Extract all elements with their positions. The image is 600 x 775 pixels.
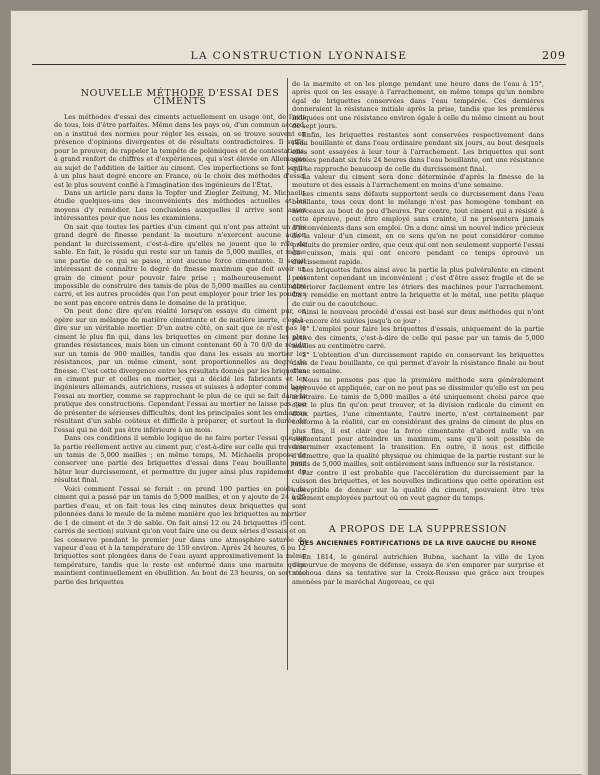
paragraph: 2° L'obtention d'un durcissement rapide en conservant les briquettes dans de l'eau bouillante, ce qui permet d'avoir la résistance finale au bout d'une semaine. xyxy=(292,350,544,376)
paragraph: Voici comment l'essai se ferait : on prend 100 parties en poids du ciment qui a passé par un tamis de 5,000 mailles, et on y ajoute de 24 à 25 parties d'eau, et on fait tous les cinq minutes deux briquettes qui sont pilonnées dans le moule de la même manière que les briquettes au mortier de 1 de ciment et de 3 de sable. On fait ainsi 12 ou 24 briquettes (5 cent. carrés de section) suivant qu'on veut faire une ou deux séries d'essais et on les conserve pendant le premier jour dans une atmosphère saturée de vapeur d'eau et à la température de 150 environ. Après 24 heures, 6 ou 12 briquettes sont plongées dans de l'eau ayant approximativement la même température, tandis que le reste est enfermé dans une marmite qu'on maintient continuellement en ébullition. Au bout de 23 heures, on sort une partie des briquettes xyxy=(54,484,306,586)
paragraph: Ainsi le nouveau procédé d'essai est basé sur deux méthodes qui n'ont pas encore été suivies jusqu'à ce jour : xyxy=(292,308,544,325)
page xyxy=(10,10,588,775)
paragraph: La valeur du ciment sera donc déterminée d'après la finesse de la mouture et des essais à l'arrachement en moins d'une semaine. xyxy=(292,172,544,190)
article-title: NOUVELLE MÉTHODE D'ESSAI DES CIMENTS xyxy=(80,88,280,108)
paragraph: de la marmite et on les plonge pendant une heure dans de l'eau à 15°, après quoi on les essaye à l'arrachement, en même temps qu'un nombre égal de briquettes conservées dans l'eau tempérée. Ces dernières donneraient la résistance initiale après la prise, tandis que les premières indiquées ont une résistance environ égale à celle du même ciment au bout de sept jours. xyxy=(292,80,544,131)
paragraph: Les ciments sans défauts supportent seuls ce durcissement dans l'eau bouillante, tous ceux dont le mélange n'est pas homogène tombant en morceaux au bout de peu d'heures. Par contre, tout ciment qui a résisté à cette épreuve, peut être employé sans crainte, il ne présentera jamais d'inconvénients dans son emploi. On a donc ainsi un nouvel indice précieux de la valeur d'un ciment, en ce sens qu'on ne peut considérer comme produits de premier ordre, que ceux qui ont non seulement supporté l'essai de cuisson, mais qui ont encore pendant ce temps éprouvé un durcissement rapide. xyxy=(292,189,544,266)
paragraph: En 1814, le général autrichien Bubna, sachant la ville de Lyon dépourvue de moyens de défense, essaya de s'en emparer par surprise et n'échoua dans sa tentative sur la Croix-Rousse que grâce aux troupes amenées par le maréchal Augereau, ce qui xyxy=(292,552,544,586)
section-separator xyxy=(398,509,438,510)
paragraph: Dans un article paru dans la Topfer und Ziegler Zeitung, M. Michaelis étudie quelques-uns des inconvénients des méthodes actuelles et les moyens d'y remédier. Les conclusions auxquelles il arrive sont assez intéressantes pour que nous les examinions. xyxy=(54,188,306,223)
paragraph: Par contre il est probable que l'accélération du durcissement par la cuisson des briquettes, et les nouvelles indications que cette opération est susceptible de donner sur la qualité du ciment, pouvaient être très utilement employées partout où on veut gagner du temps. xyxy=(292,468,544,503)
section-title: A PROPOS DE LA SUPPRESSION xyxy=(328,523,508,535)
paragraph: Dans ces conditions il semble logique de ne faire porter l'essai que sur la partie réellement active au ciment pur, c'est-à-dire sur celle qui traverse un tamis de 5,000 mailles ; en même temps, M. Michaelis propose de conserver une partie des briquettes d'essai dans l'eau bouillante pour hâter leur durcissement, et permettre du juger ainsi plus rapidement du résultat final. xyxy=(54,434,306,485)
running-header xyxy=(32,50,566,65)
page-edge-shadow xyxy=(582,10,588,775)
paragraph: 1° L'emploi pour faire les briquettes d'essais, uniquement de la partie active des ciments, c'est-à-dire de celle qui passe par un tamis de 5,000 mailles au centimètre carré. xyxy=(292,325,544,351)
paragraph: On peut donc dire qu'en réalité lorsqu'on essaye du ciment pur, on opère sur un mélange de matière cimentante et de matière inerte, c'est-à-dire sur un véritable mortier. D'un autre côté, on sait que ce n'est pas le ciment le plus fin qui, dans les briquettes en ciment pur donne les plus grandes résistances, mais bien un ciment contenant 60 à 70 0/0 de résidu sur un tamis de 900 mailles, tandis que dans les essais au mortier les résistances, par un même ciment, sont proportionnelles au degré de finesse. C'est cette divergence entre les résultats donnés par les briquettes en ciment pur et celles en mortier, qui a décidé les fabricants et les ingénieurs allemands, autrichiens, russes et suisses à adopter comme base l'essai au mortier, comme se rapprochant le plus de ce qui se fait dans la pratique des constructions. Cependant l'essai au mortier ne laisse pas que de présenter de sérieuses difficultés, dont les principales sont les embarras résultant d'un sable coûteux et difficile à préparer, et surtout la durée de l'essai qui ne doit pas être inférieure à un mois. xyxy=(54,307,306,434)
right-column xyxy=(292,80,544,586)
paragraph: Enfin, les briquettes restantes sont conservées respectivement dans l'eau bouillante et dans l'eau ordinaire pendant six jours, au bout desquels elles sont essayées à leur tour à l'arrachement. Les briquettes qui sont restées pendant six fois 24 heures dans l'eau bouillante, ont une résistance qui se rapproche beaucoup de celle du durcissement final. xyxy=(292,130,544,173)
page-number: 209 xyxy=(542,49,566,62)
paragraph: Nous ne pensons pas que la première méthode sera généralement approuvée et appliquée, car on ne peut pas se dissimuler qu'elle est un peu arbitraire. Le tamis de 5,000 mailles a été uniquement choisi parce que c'est le plus fin qu'on peut trouver, et la division radicale du ciment en deux parties, l'une cimentante, l'autre inerte, n'est certainement par conforme à la réalité, car en considérant des grains de ciment de plus en plus fins, il est clair que la force cimentante d'abord nulle va en augmentant pour atteindre un maximum, sans qu'il soit possible de déterminer exactement la transition. En outre, il nous est difficile d'admettre, que la qualité physique ou chimique de la partie restant sur le tamis de 5,000 mailles, soit entièrement sans influence sur la résistance. xyxy=(292,375,544,469)
left-column xyxy=(54,80,306,586)
section-subtitle: DES ANCIENNES FORTIFICATIONS DE LA RIVE GAUCHE DU RHONE xyxy=(299,540,537,548)
paragraph: Les briquettes faites ainsi avec la partie la plus pulvérulente en ciment présentent cependant un inconvénient ; c'est d'être assez fragile et de se détériorer facilement entre les étriers des machines pour l'arrachement. On y remédie en mettant entre la briquette et le métal, une petite plaque de cuir ou de caoutchouc. xyxy=(292,265,544,308)
paragraph: On sait que toutes les parties d'un ciment qui n'ont pas atteint un très grand degré de finesse pendant la mouture n'exercent aucune action pendant le durcissement, c'est-à-dire qu'elles ne jouent que le rôle de sable. En fait, le résidu qui reste sur un tamis de 5,000 mailles, et même une partie de ce qui se passe, n'ont aucune force cimentante. Il serait intéressant de connaître le degré de finesse maximum que doit avoir un grain de ciment pour pouvoir faire prise ; malheureusement il est impossible de construire des tamis de plus de 5,000 mailles au centimètre carré, et les autres procédés que l'on peut employer pour trier les poudres ne sont pas encore entrés dans le domaine de la pratique. xyxy=(54,222,306,307)
running-title: LA CONSTRUCTION LYONNAISE xyxy=(190,50,408,62)
paragraph: Les méthodes d'essai des ciments actuellement en usage ont, de l'avis de tous, lois d'être parfaites. Même dans les pays où, d'un commun accord, on a institué des normes pour régler les essais, on se trouve souvent en présence d'opinions divergentes et de résultats contradictoires. Il suffit, pour le prouver, de rappeler la tempête de polémiques et de contestations, à grand renfort de chiffres et d'expériences, qui s'est élevée en Allemagne au sujet de l'addition de laitier au ciment. Ces imperfections se font sentir à un plus haut degré encore en France, où le choix des méthodes d'essai est le plus souvent confié à l'imagination des ingénieurs de l'État. xyxy=(54,112,306,189)
